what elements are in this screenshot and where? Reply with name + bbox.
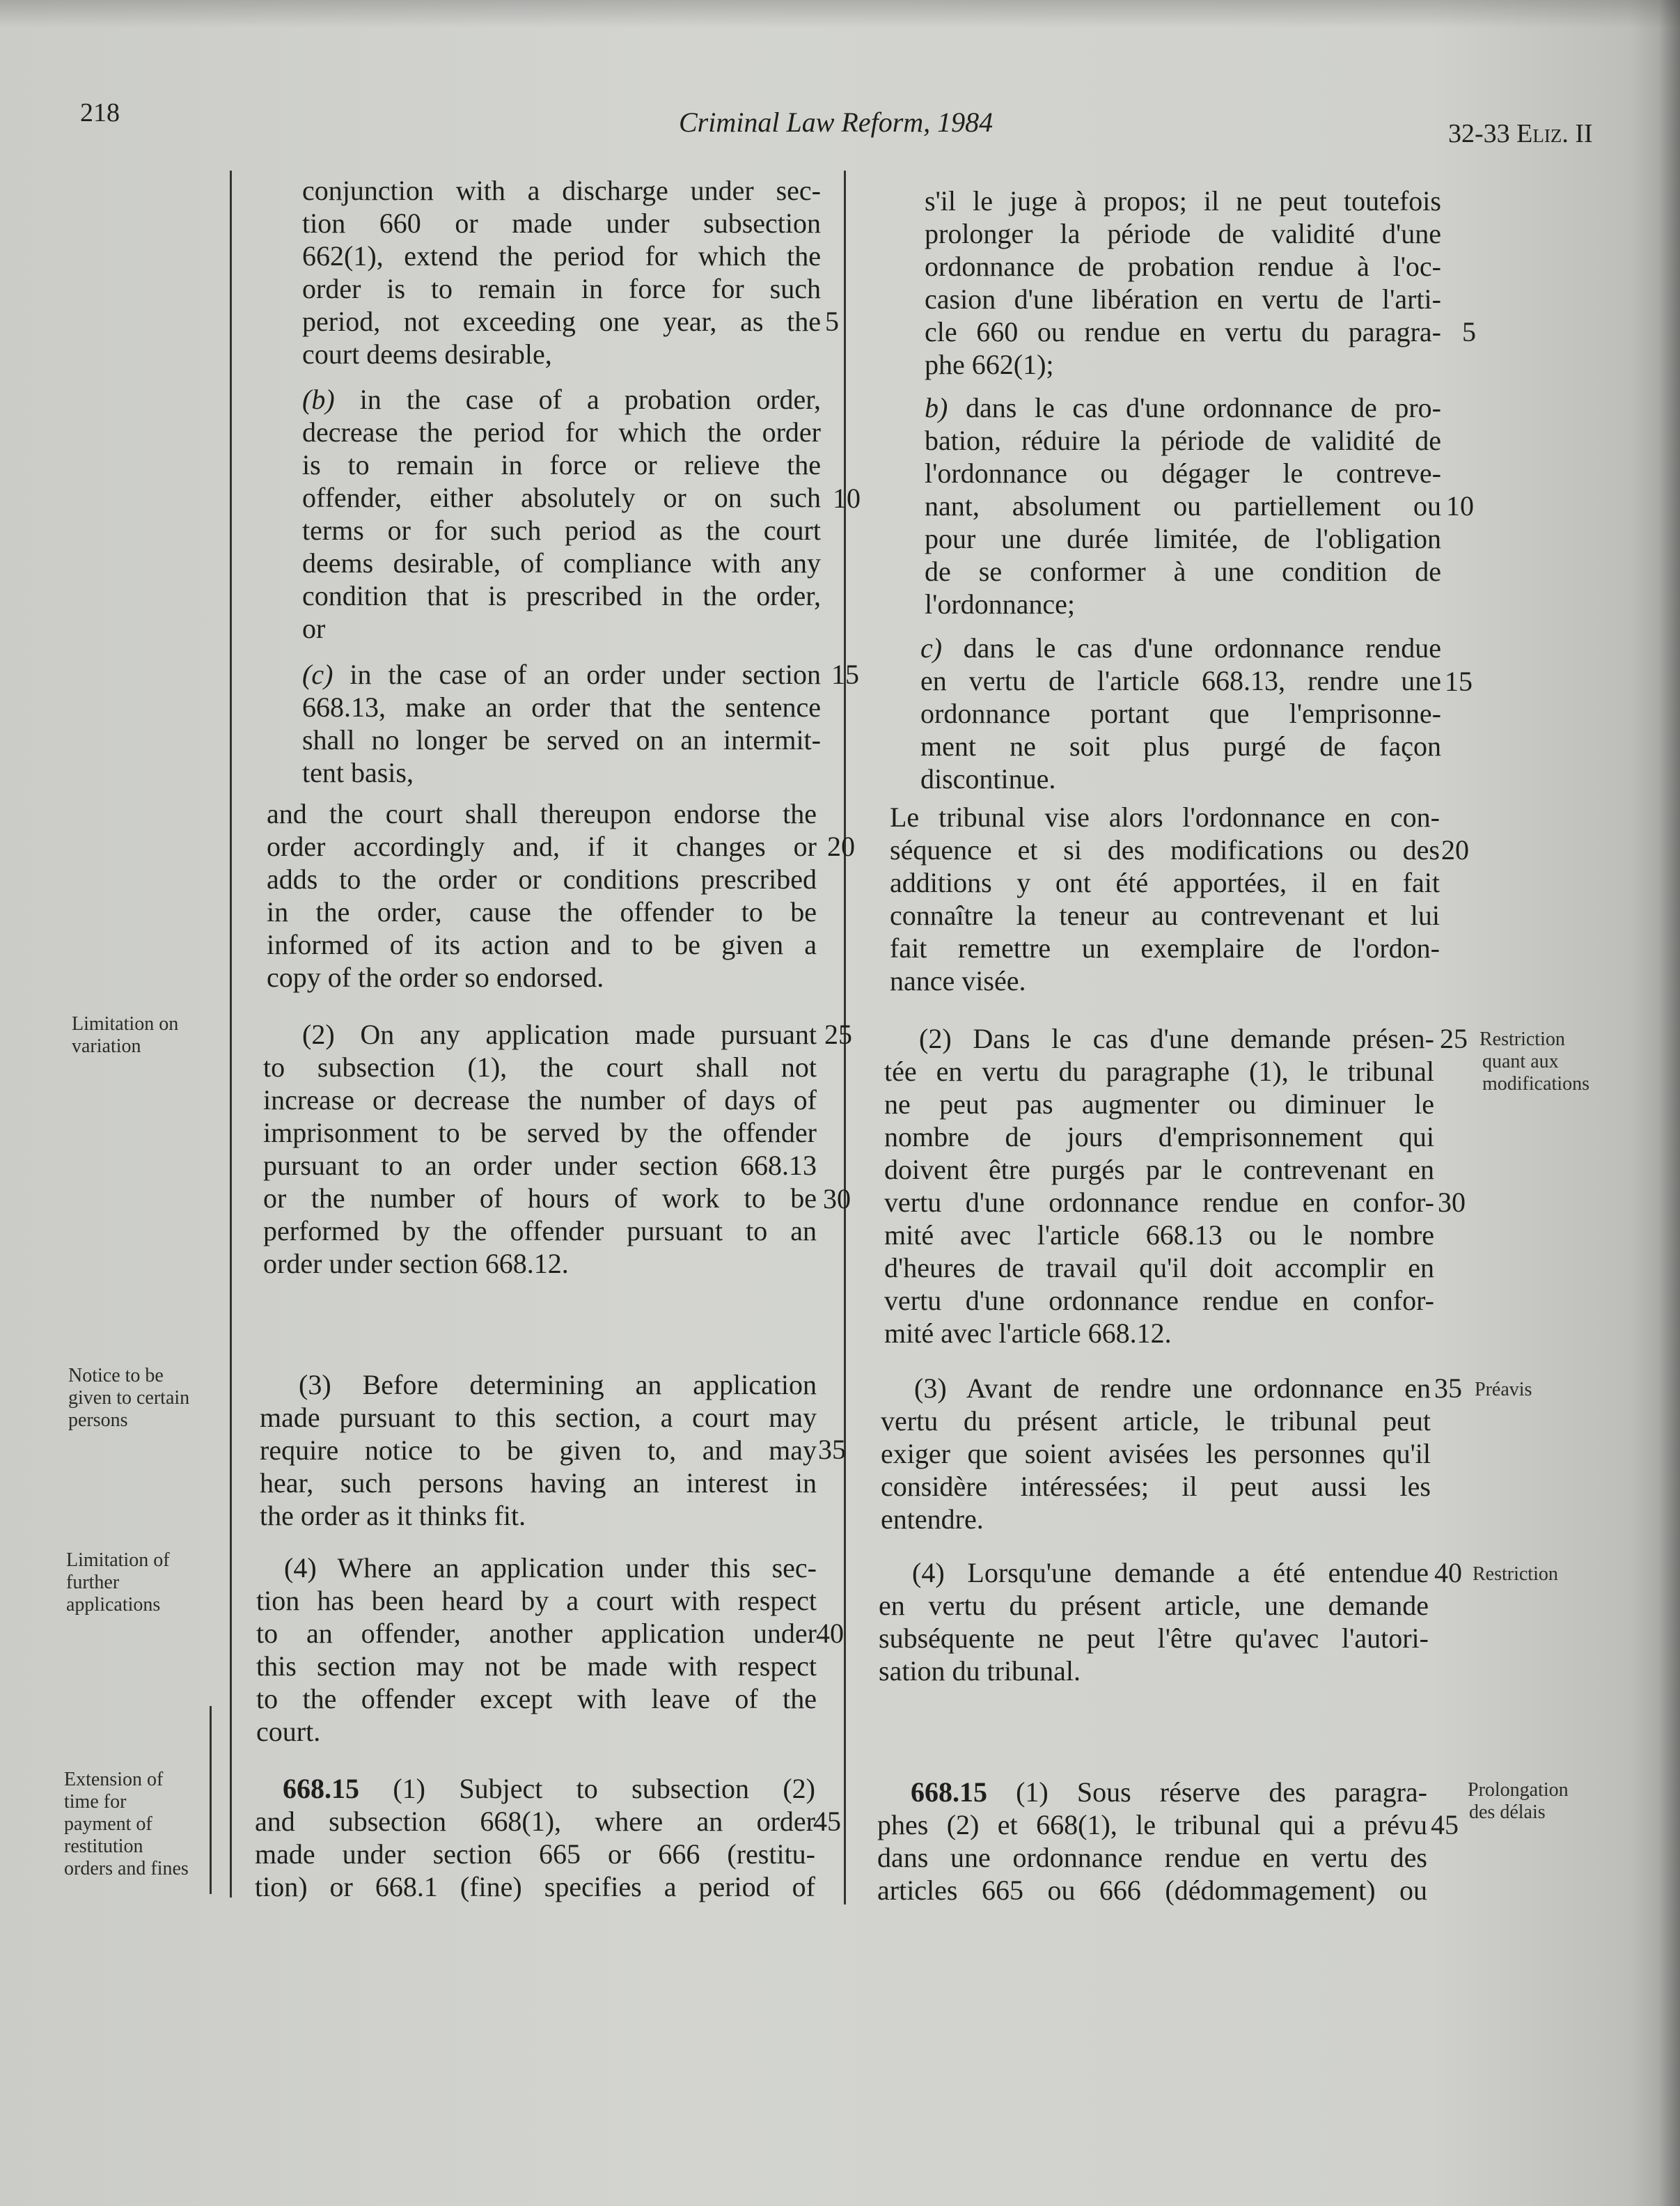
- line-number: 45: [1431, 1809, 1459, 1840]
- line-number: 40: [816, 1618, 844, 1649]
- line-number: 35: [1434, 1372, 1462, 1404]
- text-line: this section may not be made with respect: [256, 1650, 817, 1682]
- running-title: Criminal Law Reform, 1984: [679, 107, 994, 138]
- text-line: (c) in the case of an order under section: [302, 659, 821, 690]
- line-number: 5: [825, 306, 839, 337]
- line-number: 20: [1441, 834, 1469, 866]
- line-number: 30: [1438, 1187, 1466, 1218]
- text-line: vertu d'une ordonnance rendue en confor-: [884, 1187, 1434, 1218]
- text-line: 662(1), extend the period for which the: [302, 240, 821, 272]
- fr-paragraph-c: [920, 632, 1441, 795]
- text-line: fait remettre un exemplaire de l'ordon-: [890, 932, 1440, 964]
- text-line: mité avec l'article 668.13 ou le nombre: [884, 1219, 1434, 1251]
- note-line: persons: [68, 1409, 128, 1431]
- line-number: 25: [824, 1019, 852, 1050]
- text-line: (4) Where an application under this sec-: [284, 1552, 817, 1583]
- line-number: 35: [818, 1434, 846, 1465]
- note-line: applications: [66, 1594, 161, 1616]
- note-line: orders and fines: [64, 1858, 189, 1879]
- text-line: s'il le juge à propos; il ne peut toutefois: [925, 185, 1441, 217]
- note-line: Limitation on: [72, 1013, 179, 1035]
- fr-paragraph-b: [925, 391, 1441, 620]
- text-line: discontinue.: [920, 763, 1056, 795]
- text-line: to an offender, another application under: [256, 1618, 817, 1649]
- page-number: 218: [80, 98, 120, 127]
- text-line: sation du tribunal.: [879, 1655, 1081, 1687]
- text-line: (3) Before determining an application: [299, 1369, 817, 1400]
- text-line: increase or decrease the number of days of: [263, 1084, 817, 1116]
- text-line: entendre.: [881, 1503, 984, 1535]
- text-line: (2) On any application made pursuant: [302, 1019, 817, 1050]
- text-line: tent basis,: [302, 757, 414, 788]
- text-line: [255, 1772, 815, 1805]
- text-line: terms or for such period as the court: [302, 515, 821, 546]
- text-line: in the order, cause the offender to be: [267, 896, 817, 928]
- text-line: d'heures de travail qu'il doit accomplir en: [884, 1252, 1434, 1283]
- column-rule-left: [230, 171, 232, 1898]
- line-number: 5: [1462, 316, 1476, 347]
- text-line: articles 665 ou 666 (dédommagement) ou: [877, 1875, 1427, 1906]
- note-line: variation: [72, 1035, 141, 1057]
- margin-note-preavis: [1475, 1379, 1532, 1401]
- text-line: period, not exceeding one year, as the: [302, 306, 821, 337]
- text-line: ordonnance portant que l'emprisonne-: [920, 698, 1441, 729]
- text-line: séquence et si des modifications ou des: [890, 834, 1440, 866]
- note-line: Restriction: [1479, 1028, 1565, 1050]
- text-line: casion d'une libération en vertu de l'arti-: [925, 283, 1441, 315]
- fr-subsection-4: [879, 1556, 1429, 1687]
- line-number: 15: [831, 659, 859, 690]
- note-line: Restriction: [1473, 1563, 1558, 1585]
- line-number: 45: [813, 1806, 841, 1837]
- note-line: Prolongation: [1468, 1779, 1569, 1801]
- line-number: 20: [827, 831, 855, 862]
- margin-note-notice: [68, 1365, 189, 1432]
- fr-paragraph-1: [925, 185, 1441, 381]
- text-line: informed of its action and to be given a: [267, 929, 817, 960]
- line-number: 25: [1440, 1023, 1468, 1054]
- text-line: nombre de jours d'emprisonnement qui: [884, 1121, 1434, 1152]
- text-line: subséquente ne peut l'être qu'avec l'autori-: [879, 1622, 1429, 1654]
- text-line: performed by the offender pursuant to an: [263, 1215, 817, 1246]
- text-line: order accordingly and, if it changes or: [267, 831, 817, 862]
- text-line: or the number of hours of work to be: [263, 1182, 817, 1214]
- text-fragment: (1) Sous réserve des paragra-: [987, 1776, 1427, 1808]
- text-line: en vertu du présent article, une demande: [879, 1590, 1429, 1621]
- note-line: Notice to be: [68, 1365, 164, 1386]
- note-line: further: [66, 1572, 120, 1593]
- text-line: [877, 1776, 1427, 1808]
- text-line: the order as it thinks fit.: [260, 1500, 526, 1531]
- text-line: order is to remain in force for such: [302, 273, 821, 304]
- text-line: to subsection (1), the court shall not: [263, 1051, 817, 1083]
- en-subsection-2: [263, 1018, 817, 1280]
- text-line: (b) in the case of a probation order,: [302, 384, 821, 415]
- line-number: 30: [823, 1183, 851, 1214]
- note-line: Extension of: [64, 1769, 164, 1790]
- en-paragraph-endorse: [267, 797, 817, 994]
- text-line: to the offender except with leave of the: [256, 1683, 817, 1714]
- text-line: adds to the order or conditions prescribed: [267, 863, 817, 895]
- text-line: (4) Lorsqu'une demande a été entendue: [912, 1557, 1429, 1588]
- text-line: offender, either absolutely or on such: [302, 482, 821, 513]
- text-line: court deems desirable,: [302, 338, 552, 370]
- text-line: or: [302, 613, 326, 644]
- text-line: made pursuant to this section, a court may: [260, 1402, 817, 1433]
- text-line: additions y ont été apportées, il en fait: [890, 867, 1440, 898]
- text-line: order under section 668.12.: [263, 1248, 569, 1279]
- text-line: tée en vertu du paragraphe (1), le tribunal: [884, 1056, 1434, 1087]
- text-line: ne peut pas augmenter ou diminuer le: [884, 1088, 1434, 1120]
- margin-note-extension: [64, 1769, 189, 1880]
- text-line: cle 660 ou rendue en vertu du paragra-: [925, 316, 1441, 347]
- line-number: 10: [833, 483, 861, 514]
- text-line: tion) or 668.1 (fine) specifies a period of: [255, 1871, 815, 1902]
- text-line: ordonnance de probation rendue à l'oc-: [925, 251, 1441, 282]
- en-section-668-15: [255, 1772, 815, 1903]
- text-line: deems desirable, of compliance with any: [302, 547, 821, 579]
- fr-subsection-2: [884, 1022, 1434, 1350]
- text-line: c) dans le cas d'une ordonnance rendue: [920, 632, 1441, 664]
- margin-note-limitation-further: [66, 1549, 170, 1616]
- scan-shadow-top: [0, 0, 1680, 28]
- note-line: modifications: [1482, 1073, 1589, 1095]
- note-line: des délais: [1469, 1801, 1546, 1823]
- section-number: 668.15: [283, 1773, 359, 1804]
- text-line: doivent être purgés par le contrevenant en: [884, 1154, 1434, 1185]
- text-line: en vertu de l'article 668.13, rendre une: [920, 665, 1441, 696]
- text-line: pursuant to an order under section 668.13: [263, 1150, 817, 1181]
- margin-rule: [210, 1706, 212, 1894]
- text-line: phe 662(1);: [925, 349, 1054, 380]
- note-line: payment of: [64, 1813, 152, 1835]
- text-line: 668.13, make an order that the sentence: [302, 691, 821, 723]
- fr-section-668-15: [877, 1776, 1427, 1907]
- text-line: nance visée.: [890, 965, 1026, 996]
- en-paragraph-b: [302, 383, 821, 645]
- text-line: ment ne soit plus purgé de façon: [920, 730, 1441, 762]
- text-line: l'ordonnance;: [925, 588, 1076, 620]
- scan-shadow-right: [1659, 0, 1680, 2206]
- note-line: quant aux: [1482, 1051, 1559, 1072]
- note-line: restitution: [64, 1836, 143, 1857]
- text-line: imprisonment to be served by the offender: [263, 1117, 817, 1148]
- margin-note-restriction: [1473, 1563, 1558, 1586]
- text-fragment: (1) Subject to subsection (2): [359, 1773, 815, 1804]
- note-line: time for: [64, 1791, 127, 1813]
- text-line: condition that is prescribed in the order,: [302, 580, 821, 611]
- text-line: bation, réduire la période de validité de: [925, 425, 1441, 456]
- text-line: pour une durée limitée, de l'obligation: [925, 523, 1441, 554]
- text-line: (2) Dans le cas d'une demande présen-: [919, 1023, 1434, 1054]
- text-line: is to remain in force or relieve the: [302, 449, 821, 480]
- en-paragraph-1: [302, 174, 821, 370]
- note-line: Limitation of: [66, 1549, 170, 1571]
- text-line: copy of the order so endorsed.: [267, 962, 604, 993]
- text-line: hear, such persons having an interest in: [260, 1467, 817, 1499]
- text-line: (3) Avant de rendre une ordonnance en: [914, 1372, 1431, 1404]
- fr-paragraph-vise: [890, 801, 1440, 997]
- text-line: court.: [256, 1716, 321, 1747]
- text-line: vertu d'une ordonnance rendue en confor-: [884, 1285, 1434, 1316]
- section-number: 668.15: [911, 1776, 987, 1808]
- text-line: and the court shall thereupon endorse the: [267, 798, 817, 829]
- text-line: connaître la teneur au contrevenant et lui: [890, 900, 1440, 931]
- text-line: and subsection 668(1), where an order: [255, 1806, 815, 1837]
- en-subsection-4: [256, 1551, 817, 1748]
- text-line: vertu du présent article, le tribunal peut: [881, 1405, 1431, 1437]
- text-line: l'ordonnance ou dégager le contreve-: [925, 457, 1441, 489]
- text-line: conjunction with a discharge under sec-: [302, 175, 821, 206]
- text-line: made under section 665 or 666 (restitu-: [255, 1838, 815, 1870]
- text-line: exiger que soient avisées les personnes qu'il: [881, 1438, 1431, 1469]
- note-line: given to certain: [68, 1387, 190, 1409]
- text-line: tion 660 or made under subsection: [302, 208, 821, 239]
- text-line: mité avec l'article 668.12.: [884, 1317, 1172, 1349]
- margin-note-limitation-on-variation: [72, 1013, 178, 1058]
- text-line: shall no longer be served on an intermit-: [302, 724, 821, 756]
- text-line: nant, absolument ou partiellement ou: [925, 490, 1441, 522]
- text-line: tion has been heard by a court with respect: [256, 1585, 817, 1616]
- text-line: decrease the period for which the order: [302, 416, 821, 448]
- line-number: 40: [1434, 1557, 1462, 1588]
- text-line: prolonger la période de validité d'une: [925, 218, 1441, 249]
- note-line: Préavis: [1475, 1379, 1532, 1400]
- margin-note-restriction-modifications: [1479, 1028, 1589, 1095]
- volume-label: 32-33 Eliz. II: [1448, 119, 1593, 148]
- text-line: b) dans le cas d'une ordonnance de pro-: [925, 392, 1441, 423]
- text-line: require notice to be given to, and may: [260, 1434, 817, 1466]
- line-number: 15: [1445, 666, 1473, 697]
- en-subsection-3: [260, 1368, 817, 1532]
- text-line: considère intéressées; il peut aussi les: [881, 1471, 1431, 1502]
- margin-note-prolongation: [1468, 1779, 1569, 1824]
- text-line: dans une ordonnance rendue en vertu des: [877, 1842, 1427, 1873]
- text-line: de se conformer à une condition de: [925, 556, 1441, 587]
- fr-subsection-3: [881, 1372, 1431, 1535]
- en-paragraph-c: [302, 658, 821, 789]
- text-line: phes (2) et 668(1), le tribunal qui a prévu: [877, 1809, 1427, 1840]
- text-line: Le tribunal vise alors l'ordonnance en con-: [890, 801, 1440, 833]
- line-number: 10: [1446, 490, 1474, 522]
